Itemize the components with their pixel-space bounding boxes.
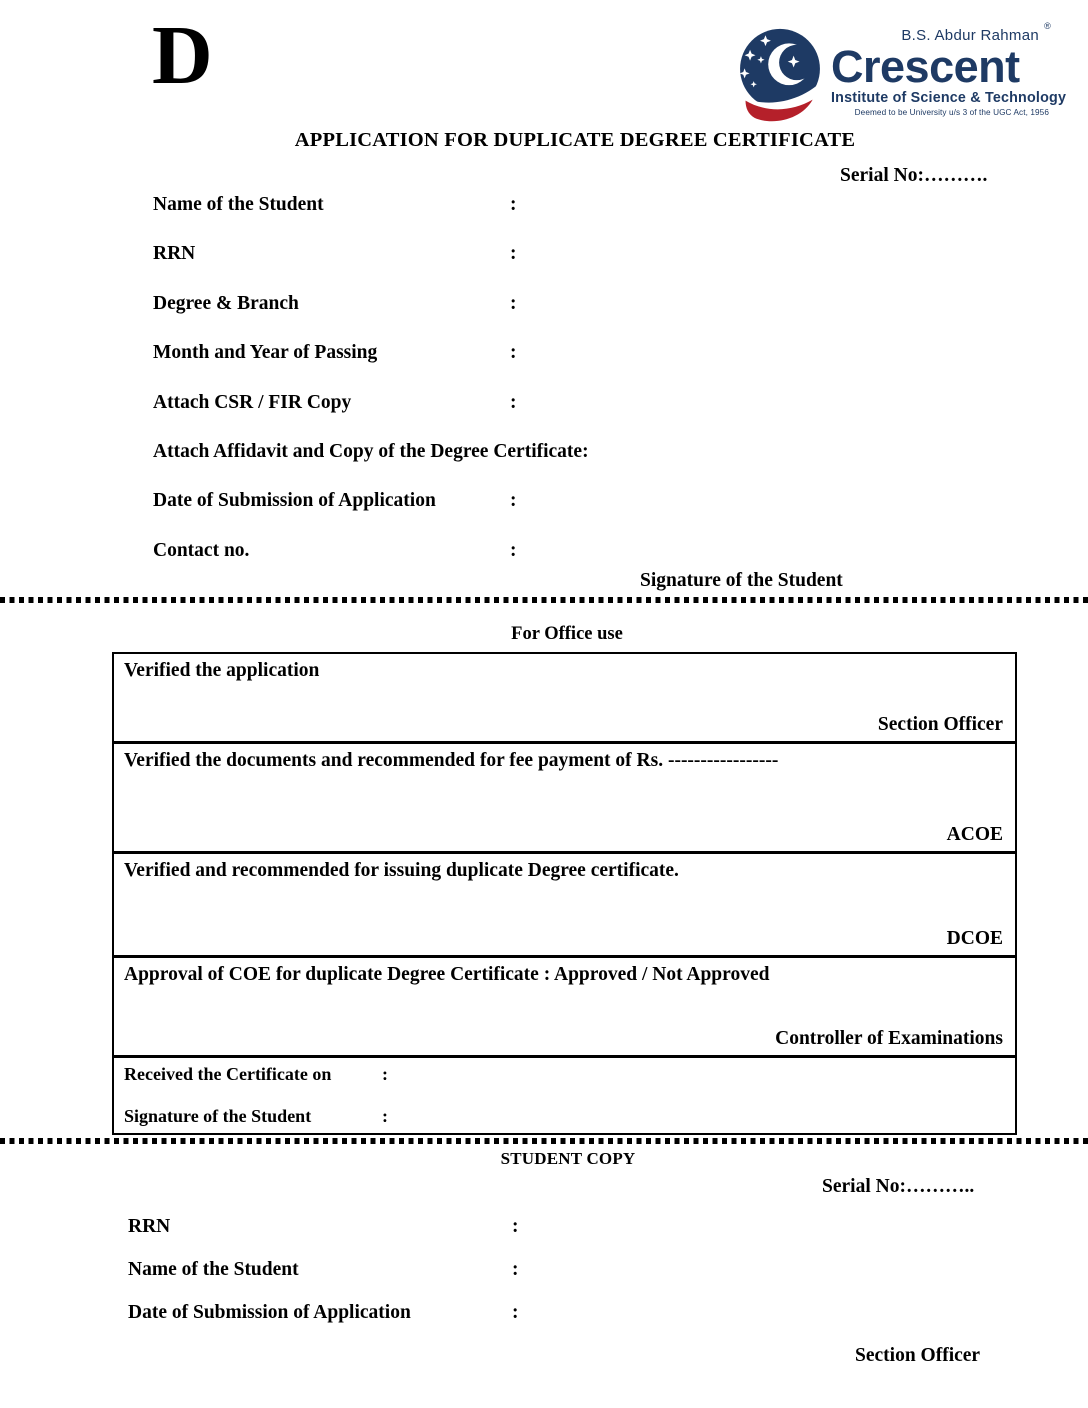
applicant-fields [153, 194, 893, 589]
field-month-year-passing: Month and Year of Passing : [153, 342, 517, 364]
student-copy-serial-number: Serial No:……….. [822, 1176, 975, 1197]
signatory-acoe: ACOE [946, 824, 1003, 845]
table-row-verified-recommended: Verified and recommended for issuing duplicate Degree certificate. DCOE [114, 851, 1015, 955]
logo-brand-top: B.S. Abdur Rahman ® [901, 21, 1051, 44]
student-signature-label: Signature of the Student [640, 570, 843, 591]
field-rrn: RRN : [153, 243, 517, 265]
field-contact-no: Contact no. : [153, 539, 517, 561]
office-use-heading: For Office use [511, 624, 623, 644]
student-copy-fields [128, 1216, 868, 1345]
serial-number: Serial No:………. [840, 165, 988, 186]
field-attach-csr-fir: Attach CSR / FIR Copy : [153, 391, 517, 413]
corner-letter: D [152, 9, 213, 102]
logo-brand-tagline: Deemed to be University u/s 3 of the UGC Act, 1956 [854, 108, 1049, 118]
page-title: APPLICATION FOR DUPLICATE DEGREE CERTIFICATE [294, 129, 856, 151]
field-date-of-submission: Date of Submission of Application : [128, 1302, 519, 1323]
dotted-separator [0, 1138, 1088, 1144]
section-officer-label: Section Officer [855, 1345, 981, 1366]
institute-logo [733, 21, 1067, 126]
table-row-coe-approval: Approval of COE for duplicate Degree Certificate : Approved / Not Approved Controller of Examinations [114, 955, 1015, 1055]
logo-brand-name: Crescent [831, 40, 1020, 92]
field-degree-branch: Degree & Branch : [153, 292, 517, 314]
field-date-of-submission: Date of Submission of Application : [153, 490, 517, 512]
field-attach-affidavit: Attach Affidavit and Copy of the Degree Certificate: [153, 440, 589, 462]
office-use-table [112, 652, 1017, 1135]
field-name-of-student: Name of the Student : [128, 1259, 519, 1280]
table-row-verified-application: Verified the application Section Officer [124, 660, 1003, 735]
signatory-dcoe: DCOE [946, 928, 1003, 949]
table-row-verified-documents: Verified the documents and recommended for fee payment of Rs. ----------------- ACOE [114, 741, 1015, 851]
signatory-section-officer: Section Officer [877, 714, 1003, 735]
logo-brand-subtitle: Institute of Science & Technology [831, 90, 1067, 107]
field-rrn: RRN : [128, 1216, 519, 1237]
dotted-separator [0, 597, 1088, 603]
student-signature-line: Signature of the Student : [124, 1106, 388, 1126]
crescent-emblem-icon [733, 28, 827, 126]
student-copy-heading: STUDENT COPY [500, 1149, 636, 1168]
table-row-certificate-receipt [114, 1055, 1015, 1133]
signatory-controller-of-examinations: Controller of Examinations [775, 1028, 1003, 1049]
received-certificate-line: Received the Certificate on : [124, 1064, 388, 1084]
field-name-of-student: Name of the Student : [153, 194, 517, 215]
registered-mark: ® [1044, 21, 1051, 31]
